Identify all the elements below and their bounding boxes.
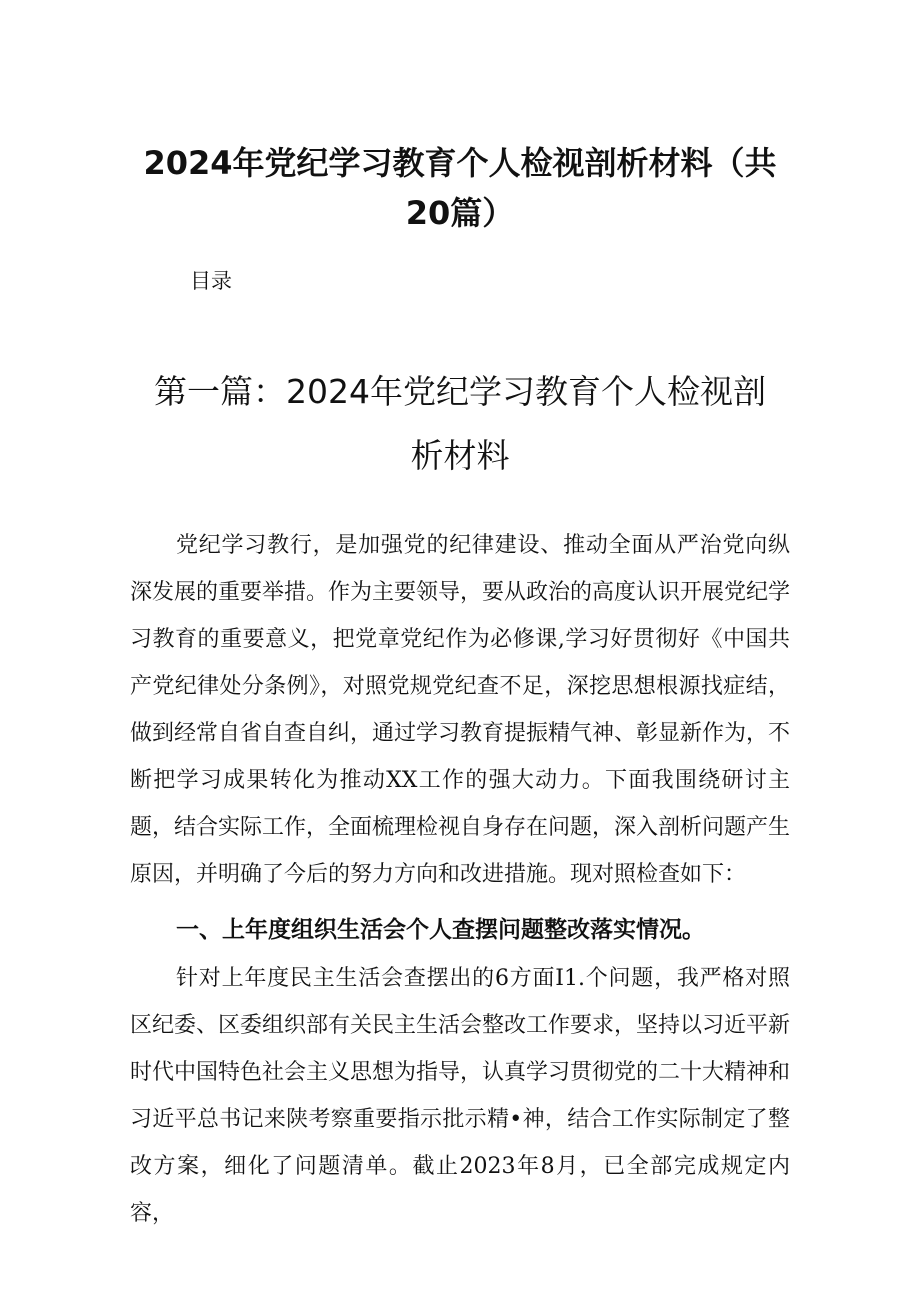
toc-label: 目录 (190, 269, 232, 293)
chapter-title: 第一篇：2024年党纪学习教育个人检视剖析材料 (154, 372, 766, 475)
body-paragraph-rectification: 针对上年度民主生活会查摆出的6方面I1.个问题，我严格对照区纪委、区委组织部有关民主生活会整改工作要求，坚持以习近平新时代中国特色社会主义思想为指导，认真学习贯彻党的二十大精神和习近平总书记来陕考察重要指示批示精•神，结合工作实际制定了整改方案，细化了问题清单。截止2023年8月，已全部完成规定内容， (130, 966, 791, 1226)
document-title: 2024年党纪学习教育个人检视剖析材料（共20篇） (143, 144, 777, 232)
body-paragraph-intro: 党纪学习教行，是加强党的纪律建设、推动全面从严治党向纵深发展的重要举措。作为主要领导，要从政治的高度认识开展党纪学习教育的重要意义，把党章党纪作为必修课,学习好贯彻好《中国共产党纪律处分条例》，对照党规党纪查不足，深挖思想根源找症结，做到经常自省自查自纠，通过学习教育提振精气神、彰显新作为，不断把学习成果转化为推动XX工作的强大动力。下面我围绕研讨主题，结合实际工作，全面梳理检视自身存在问题，深入剖析问题产生原因，并明确了今后的努力方向和改进措施。现对照检查如下： (130, 533, 791, 887)
section-heading: 一、上年度组织生活会个人查摆问题整改落实情况。 (176, 917, 705, 943)
